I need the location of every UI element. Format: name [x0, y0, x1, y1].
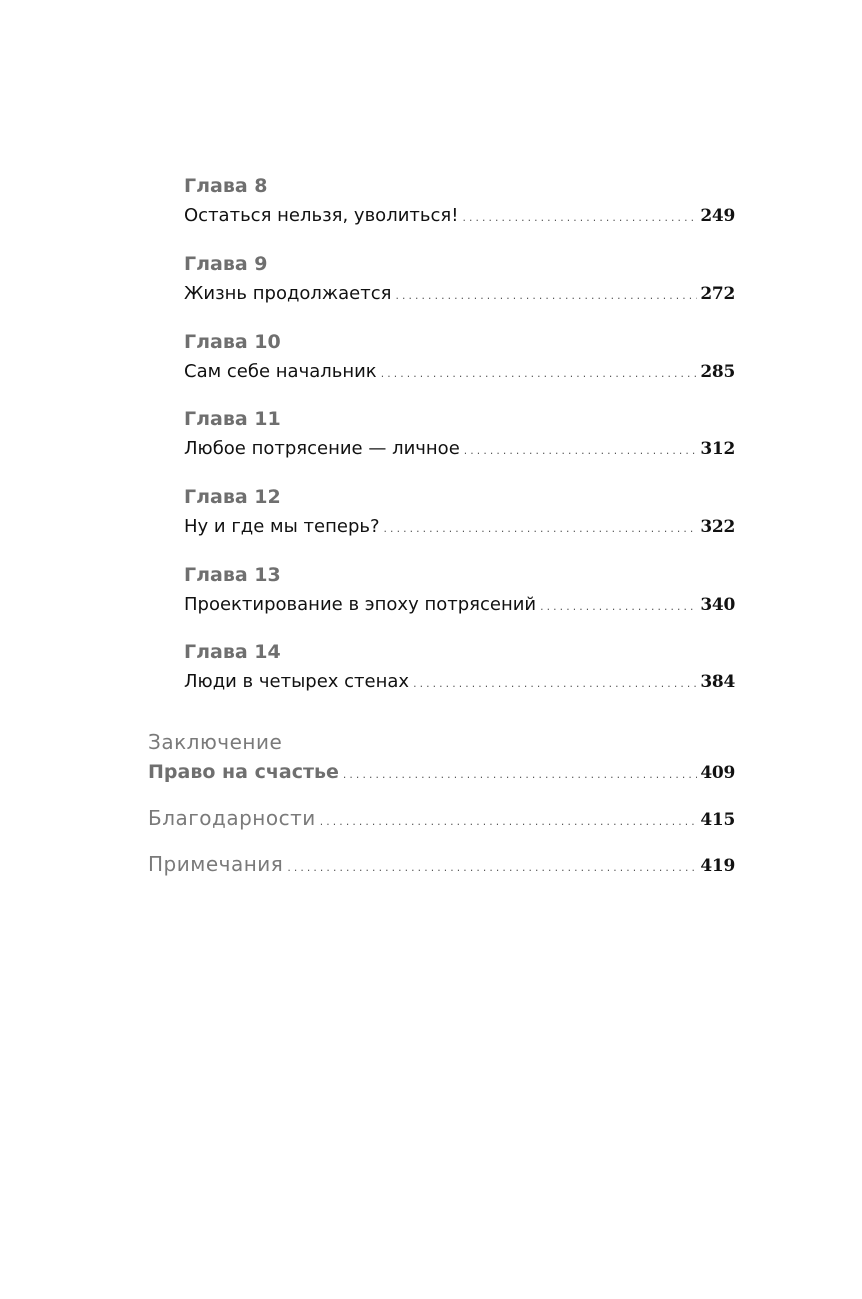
chapter-10-title: Сам себе начальник: [184, 361, 377, 382]
toc-entry-notes[interactable]: [148, 852, 735, 881]
acknowledgements-page: 415: [700, 810, 735, 830]
chapter-12-page: 322: [700, 517, 735, 537]
chapter-9-title: Жизнь продолжается: [184, 283, 392, 304]
toc-entry-chapter-14[interactable]: [184, 670, 735, 697]
chapter-9-page: 272: [700, 284, 735, 304]
acknowledgements-title: Благодарности: [148, 806, 316, 830]
dot-leader: [383, 518, 698, 542]
dot-leader: [342, 764, 698, 788]
notes-page: 419: [700, 856, 735, 876]
dot-leader: [539, 596, 697, 620]
chapter-14-title: Люди в четырех стенах: [184, 671, 410, 692]
chapter-10-page: 285: [700, 362, 735, 382]
toc-entry-chapter-9[interactable]: [184, 282, 735, 309]
chapter-13-title: Проектирование в эпоху потрясений: [184, 594, 537, 615]
toc-entry-conclusion[interactable]: [148, 760, 735, 788]
toc-entry-chapter-10[interactable]: [184, 360, 735, 387]
conclusion-title: Право на счастье: [148, 761, 339, 783]
chapter-9-label: Глава 9: [184, 253, 268, 275]
toc-entry-chapter-11[interactable]: [184, 437, 735, 464]
chapter-11-label: Глава 11: [184, 408, 281, 430]
dot-leader: [380, 363, 698, 387]
dot-leader: [319, 811, 698, 835]
chapter-8-title: Остаться нельзя, уволиться!: [184, 205, 459, 226]
dot-leader: [394, 285, 697, 309]
chapter-12-label: Глава 12: [184, 486, 281, 508]
chapter-14-page: 384: [700, 672, 735, 692]
chapter-8-label: Глава 8: [184, 175, 268, 197]
toc-entry-acknowledgements[interactable]: [148, 806, 735, 835]
toc-entry-chapter-12[interactable]: [184, 515, 735, 542]
toc-entry-chapter-13[interactable]: [184, 593, 735, 620]
conclusion-page: 409: [700, 763, 735, 783]
chapter-13-page: 340: [700, 595, 735, 615]
chapter-11-page: 312: [700, 439, 735, 459]
dot-leader: [463, 440, 698, 464]
chapter-14-label: Глава 14: [184, 641, 281, 663]
dot-leader: [412, 673, 697, 697]
conclusion-label: Заключение: [148, 730, 283, 754]
chapter-8-page: 249: [700, 206, 735, 226]
chapter-11-title: Любое потрясение — личное: [184, 438, 460, 459]
toc-entry-chapter-8[interactable]: [184, 204, 735, 231]
chapter-12-title: Ну и где мы теперь?: [184, 516, 380, 537]
dot-leader: [286, 857, 697, 881]
dot-leader: [461, 207, 697, 231]
chapter-13-label: Глава 13: [184, 564, 281, 586]
chapter-10-label: Глава 10: [184, 331, 281, 353]
notes-title: Примечания: [148, 852, 284, 876]
